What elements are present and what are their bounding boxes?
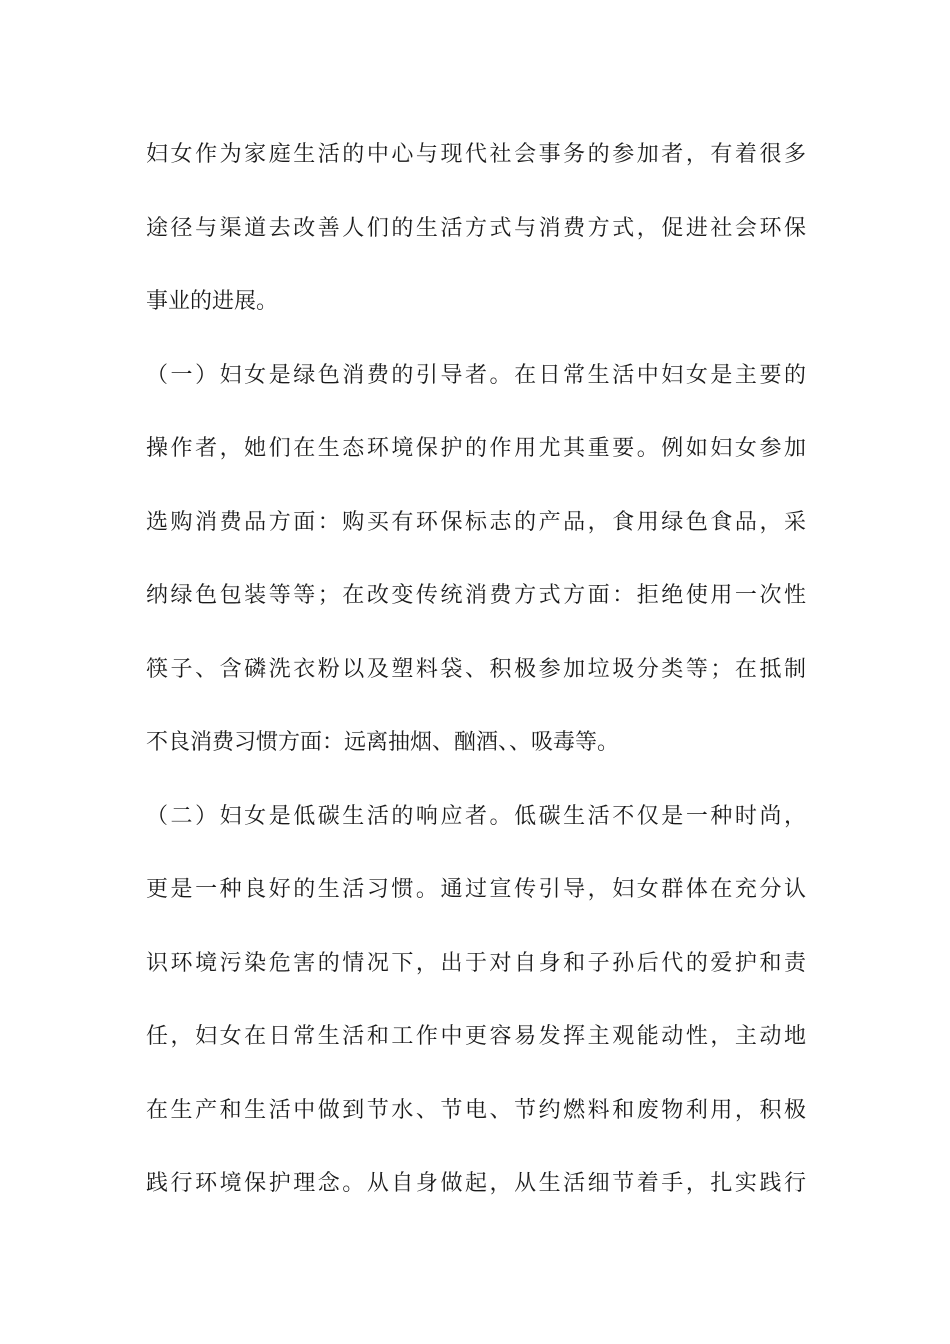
text-line-6: 选购消费品方面：购买有环保标志的产品，食用绿色食品，采 [146,509,806,535]
text-line-15: 践行环境保护理念。从自身做起，从生活细节着手，扎实践行 [146,1171,806,1196]
text-line-5: 操作者，她们在生态环境保护的作用尤其重要。例如妇女参加 [146,436,806,461]
text-line-3: 事业的进展。 [146,289,279,314]
text-line-14: 在生产和生活中做到节水、节电、节约燃料和废物利用，积极 [146,1097,806,1123]
text-line-12: 识环境污染危害的情况下，出于对自身和子孙后代的爱护和责 [146,950,806,976]
text-line-7: 纳绿色包装等等；在改变传统消费方式方面：拒绝使用一次性 [146,583,806,608]
text-line-9: 不良消费习惯方面：远离抽烟、酗酒、、吸毒等。 [146,730,620,755]
text-line-4: （一）妇女是绿色消费的引导者。在日常生活中妇女是主要的 [146,362,806,388]
text-line-13: 任，妇女在日常生活和工作中更容易发挥主观能动性，主动地 [146,1024,806,1049]
text-line-1: 妇女作为家庭生活的中心与现代社会事务的参加者，有着很多 [146,142,806,167]
text-line-8: 筷子、含磷洗衣粉以及塑料袋、积极参加垃圾分类等；在抵制 [146,656,806,682]
body-text [146,130,806,1233]
text-line-2: 途径与渠道去改善人们的生活方式与消费方式，促进社会环保 [146,215,806,241]
text-line-10: （二）妇女是低碳生活的响应者。低碳生活不仅是一种时尚， [146,803,806,829]
text-line-11: 更是一种良好的生活习惯。通过宣传引导，妇女群体在充分认 [146,877,806,902]
